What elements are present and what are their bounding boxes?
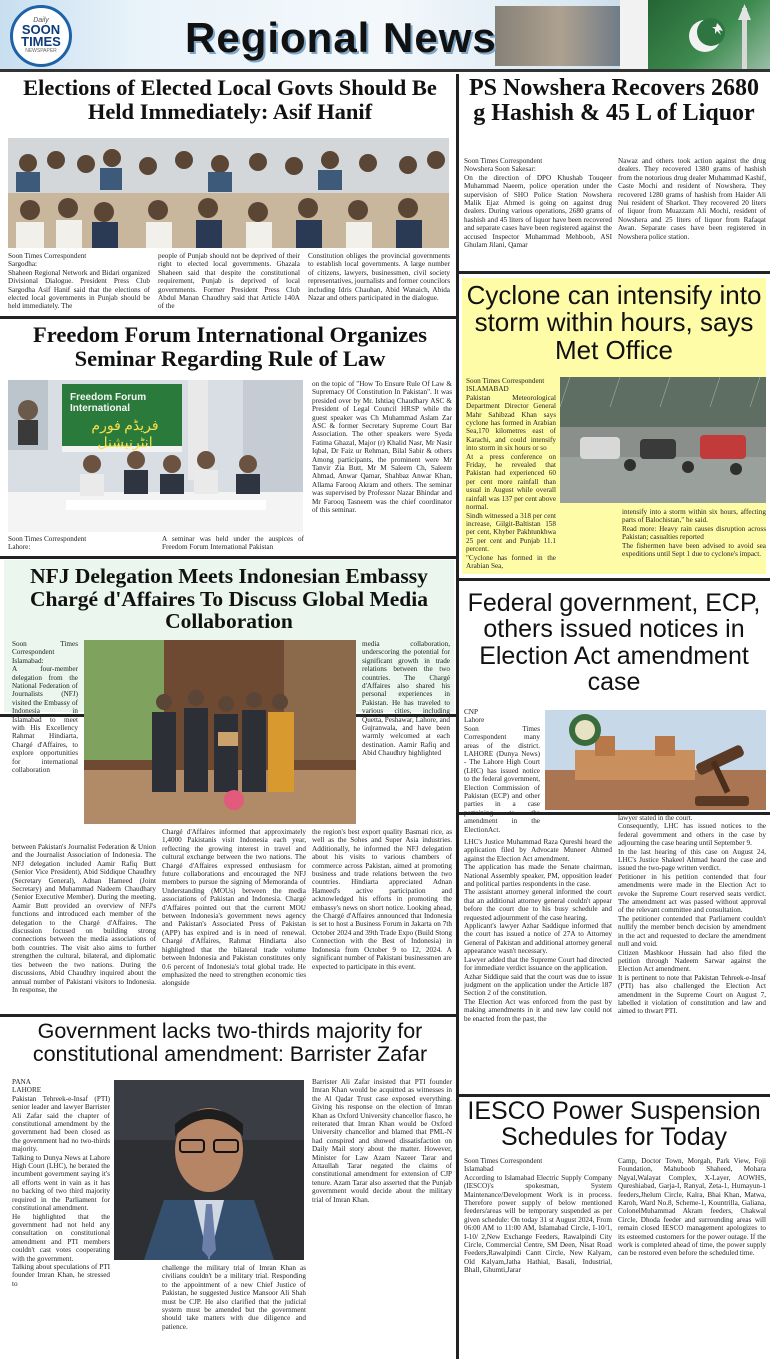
cyclone-col2: intensify into a storm within six hours, affecting parts of Balochistan," he said. Read more: Heavy rain causes disruption across Pakistan; casualties reported The fishermen have been advised to avoid sea expeditions until Sept 1 due to cyclone's impact. (622, 508, 766, 559)
local-govts-col2: people of Punjab should not be deprived of their right to elected local governments. Ghazala Shaheen said that despite the constitutional requirement, Punjab is deprived of local governments. Former President Press Club Abdul Manan Chaudhry said that Article 140A of the (158, 252, 300, 311)
local-govts-col1: Soon Times Correspondent Sargodha: Shaheen Regional Network and Bidari organized Divisional Dialogue. President Press Club Sargodha Asif Hanif said that the elections of elected local governments in Punjab should be held immediately. The (8, 252, 150, 311)
headline-freedom-forum[interactable]: Freedom Forum International Organizes Seminar Regarding Rule of Law (33, 322, 427, 371)
section-divider (0, 556, 456, 559)
local-govts-col3: Constitution obliges the provincial governments to establish local governments. A large number of citizens, lawyers, businessmen, civil society representatives, journalists and former councilors including Idris Chauhan, Abid Wanaich, Abida Nazar and others participated in the dialogue. (308, 252, 450, 303)
cyclone-col1: Soon Times Correspondent ISLAMABAD Pakistan Meteorological Department Director General Mahr Sahibzad Khan says cyclone has formed in Arabian Sea,170 kilometres east of Karachi, and could intensify into storm in six hours or so At a press conference on Friday, he revealed that Pakistan had experienced 60 per cent more rainfall than usual in August while overall rainfall was 137 per cent above normal. Sindh witnessed a 318 per cent increase, Gilgit-Baltistan 158 per cent, Khyber Pakhtunkhwa 25 per cent and Punjab 11.1 percent. "Cyclone has formed in the Arabian Sea, (466, 377, 556, 570)
logo-daily-text: Daily (33, 17, 49, 24)
headline-federal[interactable]: Federal government, ECP, others issued notices in Election Act amendment case (467, 589, 761, 696)
section-divider (458, 1094, 770, 1097)
pakistan-flag-image (620, 0, 770, 72)
headline-barrister[interactable]: Government lacks two-thirds majority for constitutional amendment: Barrister Zafar (32, 1019, 428, 1066)
section-divider (0, 316, 456, 319)
freedom-forum-photo[interactable] (8, 380, 303, 532)
masthead-banner (0, 0, 770, 72)
headline-cyclone[interactable]: Cyclone can intensify into storm within hours, says Met Office (466, 280, 762, 365)
nfj-col1: between Pakistan's Journalist Federation & Union and the Journalist Association of Indonesia. The NFJ delegation included Aamir Rafiq Butt (Senior Vice President), Abid Siddique Chaudhry (Secretary General), Adnan Hameed (Joint Secretary) and Muhammad Nadeem Chaudhary (Senior Executive Member). During the meeting, Aamir Butt provided an overview of NFJ's functions and introduced each member of the delegation to the Chargé d'Affaires. The discussion focused on building strong connections between the media associations of both countries. The visit also aims to further strengthen the cultural, bilateral, and diplomatic ties between the two nations. During the discussions, Abid Chaudhry inquired about the annual number of Pakistani visitors to Indonesia. In response, the (12, 843, 156, 994)
nowshera-col2: Nawaz and others took action against the drug dealers. They recovered 1380 grams of hashish from the notorious drug dealer Muhammad Kashif, Caste Mochi and resident of Nowshera. They recovered 1280 grams of hashish from Haider Ali Nui resident of Sharkot. They recovered 20 liters of liquor from Muazzam Ali Mochi, resident of Nowshera and 25 liters of liquor from Rafaqat Awan. Separate cases have been registered in Nowshera police station. (618, 157, 766, 241)
federal-col-narrow: CNP Lahore Soon Times Correspondent many areas of the district. LAHORE (Dunya News) - The Lahore High Court (LHC) has issued notice to the federal government, Election Commission of Pakistan (ECP) and other parties in a case pertaining to the amendment in the ElectionAct. (464, 708, 540, 834)
barrister-photo[interactable] (114, 1080, 304, 1260)
barrister-col3: Barrister Ali Zafar insisted that PTI founder Imran Khan would be acquitted as witnesses in the Al Qadar Trust case exposed everything. Giving his response on the election of Imran Khan as Oxford University chancellor fiasco, he reiterated that Imran Khan would be Oxford University chancellor and blamed that PML-N had conspired and showed dissatisfaction on Daily Mail story about the matter. However, Minister for Law Azam Nazeer Tarar and Attaullah Tarar negated the claims of constitutional amendment for extension of CJP tenure. Azam Tarar also asserted that the Punjab government would decide about the military trial of Imran Khan. (312, 1078, 452, 1204)
freedom-forum-caption: A seminar was held under the auspices of Freedom Forum International Pakistan (162, 535, 304, 552)
headline-local-govts[interactable]: Elections of Elected Local Govts Should Be Held Immediately: Asif Hanif (23, 75, 437, 124)
headline-iesco[interactable]: IESCO Power Suspension Schedules for Today (467, 1097, 761, 1152)
iesco-col2: Camp, Doctor Town, Morgah, Park View, Foji Foundation, Mahuboob Shaheed, Mohara Ngyal,Walayat Complex, X-Layer, AOWHS, Qureshiabad, Garja-I, Ranyal, Zeta-1, Humayun-1 feeders,Jhelum Circle, Kalra, Bhai Khan, Matwa, Karoh, Ward No.8, Scheme-1, Kountrilla, Galiana, ColonelMuhammad Akram feeders, Chakwal Circle, Dhoda feeder and surrounding areas will remain closed IESCO management apologizes to its esteemed customers for the power outage. If the work is completed ahead of time, the power supply can be restored even before the scheduled time. (618, 1157, 766, 1258)
section-divider (458, 271, 770, 274)
freedom-forum-byline: Soon Times Correspondent Lahore: (8, 535, 87, 552)
barrister-col2: challenge the military trial of Imran Khan as civilians couldn't be a military trial. Responding to the appointment of a new Chief Justice of Pakistan, he suggested Justice Mansoor Ali Shah must be CJP. He also clarified that the judicial system must be amended but the government should take matters with due diligence and patience. (162, 1264, 306, 1331)
local-govts-photo[interactable] (8, 138, 449, 248)
iesco-col1: Soon Times Correspondent Islamabad According to Islamabad Electric Supply Company (IESCO)'s spokesman, System Maintenance/Development Work is in process. Therefore power supply of below mentioned feeders/areas will be temporary suspended as per given schedule: On today 31 st August 2024, From 06:00 AM to 11:00 AM, Islamabad Circle, I-10/1, I-10/ 2,New Exchange Feeders, Rawalpindi City Circle, Commercial Centre, SM Deen, Nisat Road Feeders,Rawalpindi Cantt Circle, New Kalyam, Old Kalyam,Jatha Hathial, Basali, Industrial, Bhall, Ghumti,Jarar (464, 1157, 612, 1275)
federal-col2: lawyer stated in the court. Consequently, LHC has issued notices to the federal government and others in the case by adjourning the case hearing until September 9. In the last hearing of this case on August 24, LHC's Justice Shakeel Ahmad heard the case and issued the two-page written verdict. Petitioner in his petition contended that four amendments were made in the Election Act to revoke the Supreme Court reserved seats verdict. The amendment act was passed without approval of the relevant committee and consultation. The petitioner contended that Parliament couldn't nullify the member bench decision by amendment in the act and requested to declare the amendment null and void. Citizen Mashkoor Hussain had also filed the petition through Nadeem Sarwar against the Election Act amendment. It is pertinent to note that Pakistan Tehreek-e-Insaf (PTI) has also challenged the Election Act amendment in the Supreme Court on August 7, labelled it violation of constitution and law and aimed to thwart PTI. (618, 814, 766, 1016)
barrister-col1: PANA LAHORE Pakistan Tehreek-e-Insaf (PTI) senior leader and lawyer Barrister Ali Zafar said the chapter of constitutional amendment by the government had been closed as the government had no two-thirds majority. Talking to Dunya News at Lahore High Court (LHC), he berated the incumbent government saying it's all efforts went in vain as it has no backing of two third majority required in the Parliament for constitutional amendment. He highlighted that the government had not held any consultation on constitutional amendment and PTI members couldn't cast votes cooperating with the government. Talking about speculations of PTI founder Imran Khan, he stressed to (12, 1078, 110, 1288)
section-divider (0, 1014, 456, 1017)
federal-col1: LHC's Justice Muhammad Raza Qureshi heard the application filed by Advocate Muneer Ahmed against the Election Act amendment. The application has made the Senate chairman, National Assembly speaker, PM, opposition leader and political parties respondents in the case. The assistant attorney general informed the court that an additional attorney general couldn't appear before the court due to his busy schedule and requested adjournment of the case hearing. Applicant's lawyer Azhar Saddique informed that the court has issued a notice of 27A to Attorney General of Pakistan and additional attorney general appearance wasn't necessary. Lawyer added that the Supreme Court had directed for immediate verdict issuance on the application. Azhar Siddique said that the court was due to issue judgment on the application under the Article 187 Section 2 of the constitution. The Election Act was enforced from the past by making amendments in it and new law could not be enacted from the past, the (464, 838, 612, 1023)
logo-name-text: SOON TIMES (21, 22, 61, 49)
section-divider (458, 578, 770, 581)
logo-sub-text: NEWSPAPER (25, 48, 57, 54)
masthead-photo-strip (495, 6, 625, 66)
freedom-forum-banner-text: Freedom Forum International (70, 392, 147, 414)
nfj-photo[interactable] (84, 640, 356, 824)
column-divider (456, 74, 459, 1359)
nfj-col2: Chargé d'Affaires informed that approximately 1,4000 Pakistanis visit Indonesia each year, reflecting the growing interest in travel and cultural exchange between the two nations. The Chargé d'Affaires expressed enthusiasm for future collaborations and encouraged the NFJ members to pursue the signing of Memoranda of Understanding (MOUs) between the media associations of Pakistan and Indonesia. Chargé d'Affaires pointed out that the current MOU between Indonesia's government news agency and Pakistan's Associated Press of Pakistan (APP) has expired and is in need of renewal. Chargé d'Affaires, Rahmat Hindiarta also highlighted that the bilateral trade volume between Indonesia and Pakistan constitutes only 0.6 percent of Indonesia's total global trade. He emphasized the need to strengthen economic ties alongside (162, 828, 306, 988)
freedom-forum-banner-urdu: فریڈم فورم انٹرنیشنل (91, 419, 159, 451)
cyclone-photo[interactable] (560, 377, 766, 503)
freedom-forum-col: on the topic of "How To Ensure Rule Of Law & Supremacy Of Constitution In Pakistan". It was presided over by Mr. Ishtiaq Chaudhary ASC & President of Legal Council HRSP while the guest speaker was Ch Muhammad Aslam Zar ASC & former Secretary Supreme Court Bar Association. The other speakers were Syeda Fatima Ghazal, Major (r) Khalid Nasr, Mr Nasir Iqbal, Dr Faiz ur Rehman, Bilal Sabir & others Among participants, the prominent were Mr Tanvir Zia Butt, Mr M Saleem Ch, Saleem Ahmad, Anwar Qamar, Shahbaz Anwar Khan, Allama Farooq Akram and others. The seminar was supervised by Professor Nazar Bhindar and Mr Farooq Tasneem was the chief coordinator of this seminar. (312, 380, 452, 515)
federal-photo[interactable] (545, 710, 766, 810)
headline-nowshera[interactable]: PS Nowshera Recovers 2680 g Hashish & 45 L of Liquor (469, 75, 759, 127)
nowshera-col1: Soon Times Correspondent Nowshera Soon Sakesar: On the direction of DPO Khushab Touqeer Muhammad Naeem, police operation under the supervision of SHO Police Station Nowshera Malik Ejaz Ahmed is going on against drug dealers. During various operations, 2680 grams of hashish and 45 liters of liquor have been recovered and separate cases have been registered against the accused Inspector Muhammad Mehboob, ASI Ghulam Jilani, Qamar (464, 157, 612, 250)
nfj-col3-right: media collaboration, underscoring the potential for significant growth in trade relations between the two countries. The Chargé d'Affaires also shared his personal experiences in Pakistan. He has traveled to various cities, including Quetta, Peshawar, Lahore, and Gujranwala, and have been warmly welcomed at each destination. Aamir Rafiq and Abid Chaudhry highlighted (362, 640, 450, 758)
section-title: Regional News (185, 14, 497, 61)
nfj-col-narrow: Soon Times Correspondent Islamabad: A four-member delegation from the National Federation of Journalists (NFJ) visited the Embassy of Indonesia in Islamabad to meet with His Excellency Rahmat Hindiarta, Chargé d'Affaires, to explore opportunities for international collaboration (12, 640, 78, 775)
headline-nfj[interactable]: NFJ Delegation Meets Indonesian Embassy Chargé d'Affaires To Discuss Global Media Collaboration (30, 564, 428, 634)
nfj-col3: the region's best export quality Basmati rice, as well as the Sohes and Super Asia industries. Additionally, he informed the NFJ delegation about his visits to various chambers of commerce across Pakistan, aimed at promoting business and trade relations between the two countries. Hindiarta appreciated Adnan Hameed's active participation and acknowledged his efforts in promoting the embassy's news on short notice. Looking ahead, the Chargé d'Affaires announced that Indonesia is set to host a Business Forum in Jakarta on 7th October 2024 and 39th Trade Expo (Build Stong Connection with the Best of Indonesia) in Indonesia from October 9 to 12, 2024. A significant number of Pakistani businessmen are expected to participate in this event. (312, 828, 452, 971)
soon-times-logo[interactable] (10, 5, 72, 67)
